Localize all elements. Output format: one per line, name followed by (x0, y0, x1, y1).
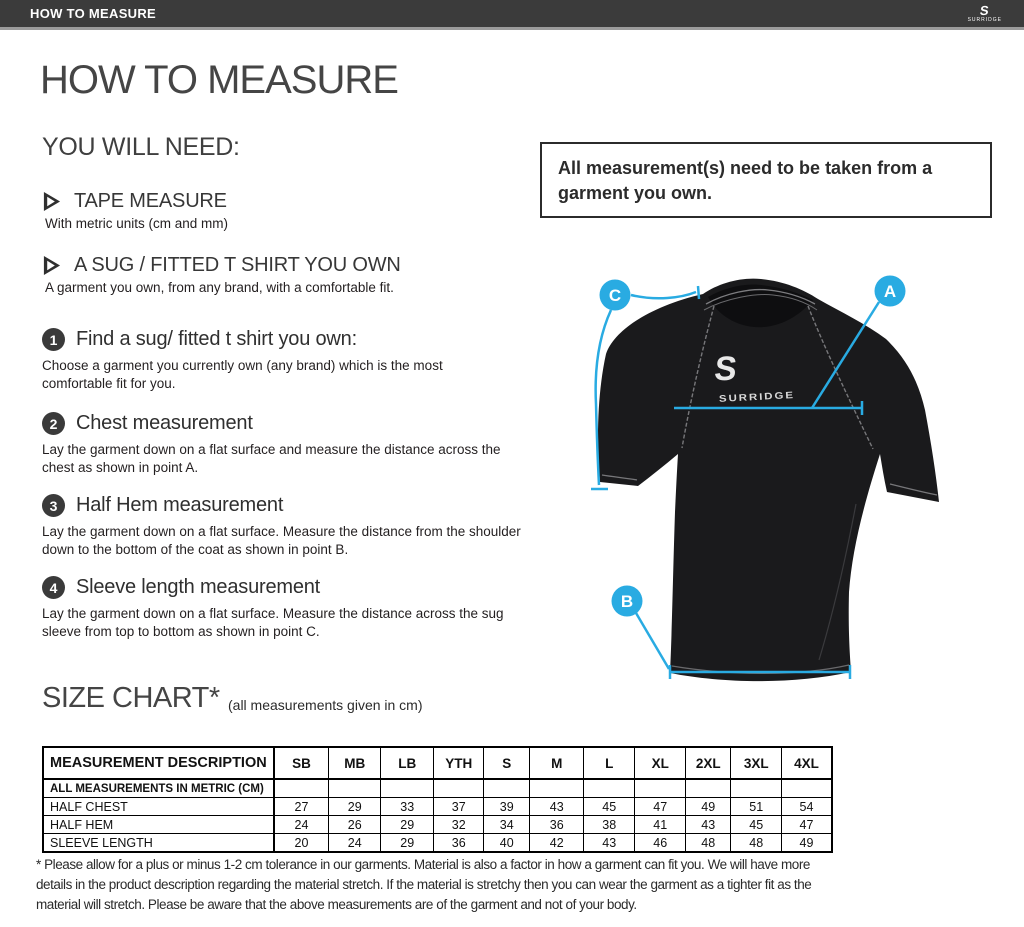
empty-cell (635, 779, 686, 798)
triangle-bullet-icon (42, 191, 61, 212)
value-cell: 27 (274, 798, 329, 816)
marker-c-label: C (608, 286, 622, 305)
row-label: HALF CHEST (43, 798, 274, 816)
value-cell: 40 (484, 834, 530, 853)
empty-cell (686, 779, 731, 798)
empty-cell (782, 779, 832, 798)
step-number-badge: 2 (42, 412, 65, 435)
value-cell: 29 (329, 798, 381, 816)
step-4 (42, 576, 507, 640)
column-header: XL (635, 747, 686, 779)
step-1 (42, 328, 472, 392)
table-header-row (43, 747, 832, 779)
step-number-badge: 3 (42, 494, 65, 517)
need-item-subtitle: With metric units (cm and mm) (45, 216, 229, 231)
surridge-logo (968, 4, 1002, 23)
you-will-need-heading: YOU WILL NEED: (42, 133, 240, 161)
empty-cell (434, 779, 484, 798)
value-cell: 54 (782, 798, 832, 816)
marker-b-label: B (620, 592, 634, 611)
step-description: Choose a garment you currently own (any brand) which is the most comfortable fit for you. (42, 358, 443, 391)
value-cell: 45 (584, 798, 635, 816)
marker-c-line (631, 292, 696, 298)
step-3 (42, 494, 547, 558)
need-item-title: TAPE MEASURE (74, 190, 227, 212)
column-header: SB (274, 747, 329, 779)
value-cell: 20 (274, 834, 329, 853)
value-cell: 33 (381, 798, 434, 816)
column-header: 4XL (782, 747, 832, 779)
step-2 (42, 412, 502, 476)
value-cell: 47 (782, 816, 832, 834)
step-description: Lay the garment down on a flat surface. Measure the distance from the shoulder down to the bottom of the coat as shown in point B. (42, 524, 521, 557)
size-chart-table (42, 746, 833, 853)
empty-cell (530, 779, 584, 798)
step-description: Lay the garment down on a flat surface. Measure the distance across the sug sleeve from top to bottom as shown in point C. (42, 606, 504, 639)
size-chart-heading: SIZE CHART* (42, 682, 220, 714)
value-cell: 46 (635, 834, 686, 853)
page-title: HOW TO MEASURE (40, 58, 398, 102)
column-header: M (530, 747, 584, 779)
metric-note-cell: ALL MEASUREMENTS IN METRIC (CM) (43, 779, 274, 798)
step-title: Sleeve length measurement (76, 576, 321, 598)
measurement-note-box (540, 142, 992, 218)
need-item-title: A SUG / FITTED T SHIRT YOU OWN (74, 254, 401, 276)
metric-note-row (43, 779, 832, 798)
table-row-sleeve-length (43, 834, 832, 853)
value-cell: 48 (686, 834, 731, 853)
value-cell: 24 (329, 834, 381, 853)
table-row-half-hem (43, 816, 832, 834)
value-cell: 29 (381, 816, 434, 834)
shirt-logo-s-icon: S (712, 350, 740, 388)
shirt-logo-wordmark: SURRIDGE (718, 390, 783, 405)
marker-a-label: A (883, 282, 897, 301)
value-cell: 42 (530, 834, 584, 853)
column-header: MEASUREMENT DESCRIPTION (43, 747, 274, 779)
value-cell: 36 (530, 816, 584, 834)
value-cell: 49 (686, 798, 731, 816)
triangle-bullet-icon (42, 255, 61, 276)
value-cell: 37 (434, 798, 484, 816)
step-number-badge: 1 (42, 328, 65, 351)
column-header: LB (381, 747, 434, 779)
top-bar (0, 0, 1024, 30)
shirt-body (598, 279, 939, 682)
value-cell: 26 (329, 816, 381, 834)
empty-cell (484, 779, 530, 798)
need-item-subtitle: A garment you own, from any brand, with a comfortable fit. (45, 280, 394, 295)
value-cell: 45 (731, 816, 782, 834)
step-description: Lay the garment down on a flat surface and measure the distance across the chest as shown in point A. (42, 442, 501, 475)
surridge-wordmark: SURRIDGE (967, 17, 1002, 23)
need-item-fitted-shirt (42, 254, 401, 295)
column-header: S (484, 747, 530, 779)
value-cell: 32 (434, 816, 484, 834)
column-header: 2XL (686, 747, 731, 779)
step-number-badge: 4 (42, 576, 65, 599)
need-item-tape-measure (42, 190, 228, 231)
value-cell: 39 (484, 798, 530, 816)
value-cell: 43 (530, 798, 584, 816)
value-cell: 51 (731, 798, 782, 816)
empty-cell (381, 779, 434, 798)
shoulder-tick (698, 286, 699, 299)
shirt-measurement-diagram (556, 242, 1008, 694)
topbar-title: HOW TO MEASURE (30, 6, 157, 21)
empty-cell (584, 779, 635, 798)
shirt-illustration (598, 279, 939, 682)
value-cell: 24 (274, 816, 329, 834)
row-label: SLEEVE LENGTH (43, 834, 274, 853)
row-label: HALF HEM (43, 816, 274, 834)
value-cell: 41 (635, 816, 686, 834)
step-title: Find a sug/ fitted t shirt you own: (76, 328, 357, 350)
column-header: MB (329, 747, 381, 779)
table-row-half-chest (43, 798, 832, 816)
empty-cell (329, 779, 381, 798)
value-cell: 47 (635, 798, 686, 816)
tolerance-footnote: * Please allow for a plus or minus 1-2 cm tolerance in our garments. Material is also a factor in how a garment can fit you. We will have more details in the product description regarding the material stretch. If the material is stretchy then you can wear the garment as a tighter fit as the material will stretch. Please be aware that the above measurements are of the garment and not of your body. (36, 857, 812, 912)
value-cell: 29 (381, 834, 434, 853)
value-cell: 36 (434, 834, 484, 853)
empty-cell (274, 779, 329, 798)
empty-cell (731, 779, 782, 798)
value-cell: 34 (484, 816, 530, 834)
value-cell: 43 (686, 816, 731, 834)
step-title: Half Hem measurement (76, 494, 284, 516)
column-header: YTH (434, 747, 484, 779)
value-cell: 48 (731, 834, 782, 853)
marker-b-line (636, 613, 669, 669)
measurement-note-text: All measurement(s) need to be taken from a garment you own. (558, 158, 933, 203)
step-title: Chest measurement (76, 412, 253, 434)
column-header: L (584, 747, 635, 779)
size-chart-note: (all measurements given in cm) (228, 697, 423, 713)
value-cell: 43 (584, 834, 635, 853)
value-cell: 38 (584, 816, 635, 834)
surridge-s-icon: S (979, 3, 991, 18)
value-cell: 49 (782, 834, 832, 853)
column-header: 3XL (731, 747, 782, 779)
